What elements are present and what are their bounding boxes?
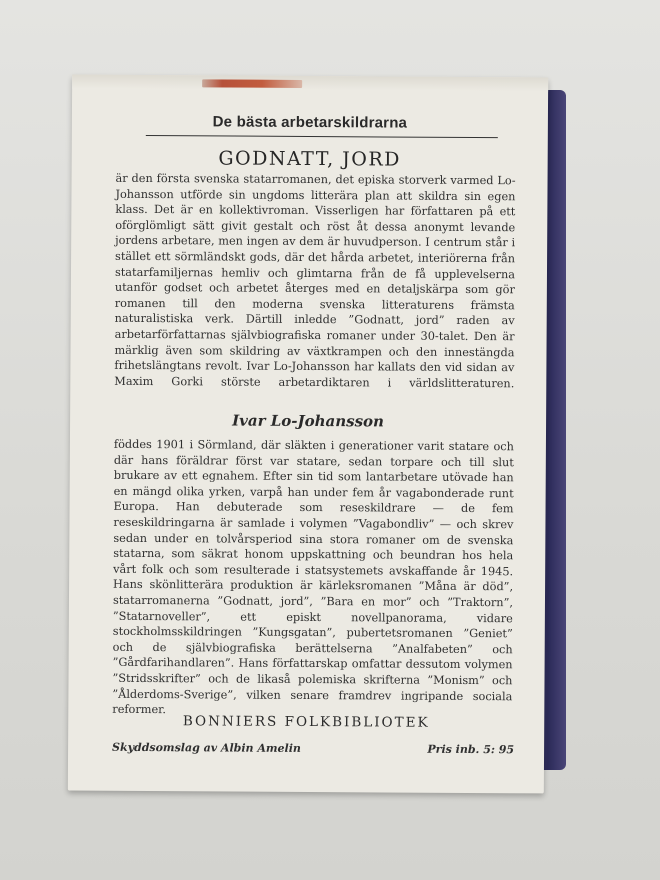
book-description: är den första svenska statarromanen, det episka storverk varmed Lo-Johansson utförde sin ungdoms litterära plan att skildra sin egen klass. Det är en kollektivroman. Visserligen har författaren på ett oförglömligt sätt givit gestalt och röst åt dessa anonymt levande jordens arbetare, men ingen av dem är huvudperson. I centrum står i stället ett sörmländskt gods, där det hårda arbetet, interiörerna från statarfamiljernas hemliv och glimtarna från de få upplevelserna utanför godset och arbetet återges med en detaljskärpa som gör romanen till den moderna svenska litteraturens främsta naturalistiska verk. Därtill inledde ”Godnatt, jord” raden av arbetarförfattarnas självbiografiska romaner under 30-talet. Den är märklig även som skildring av växtkrampen och den innestängda frihetslängtans revolt. Ivar Lo-Johansson har kallats den vid sidan av Maxim Gorki störste arbetardiktaren i världslitteraturen. bbox=[114, 171, 516, 390]
author-name: Ivar Lo-Johansson bbox=[232, 411, 385, 431]
heading-rule bbox=[146, 135, 498, 138]
price-label: Pris inb. 5: 95 bbox=[427, 742, 515, 757]
cover-top-edge bbox=[72, 75, 548, 92]
cover-credit: Skyddsomslag av Albin Amelin bbox=[112, 740, 301, 755]
red-tape-strip bbox=[202, 79, 302, 88]
author-biography: föddes 1901 i Sörmland, där släkten i generationer varit statare och där hans föräldrar först var statare, sedan torpare och till slut brukare av ett egnahem. Efter sin tid som lantarbetare utövade han en mängd olika yrken, varpå han under fem år vagabonderade runt Europa. Han debuterade som reseskildrare — de fem reseskildringarna är samlade i volymen ”Vagabondliv” — och skrev sedan under en tolvårsperiod sina stora romaner om de svenska statarna, som säkrat honom uppskattning och beundran hos hela vårt folk och som resulterade i statsystemets avskaffande år 1945. Hans skönlitterära produktion är kärleksromanen ”Måna är död”, statarromanerna ”Godnatt, jord”, ”Bara en mor” och ”Traktorn”, ”Statarnoveller”, ett episkt novellpanorama, vidare stockholmsskildringen ”Kungsgatan”, pubertetsromanen ”Geniet” och de självbiografiska berättelserna ”Analfabeten” och ”Gårdfarihandlaren”. Hans författarskap omfattar dessutom volymen ”Stridsskrifter” och de likaså polemiska skrifterna ”Monism” och ”Ålderdoms-Sverige”, vilken senare framdrev ingripande sociala reformer. bbox=[112, 437, 514, 717]
publisher-name: BONNIERS FOLKBIBLIOTEK bbox=[182, 713, 430, 731]
book-title: GODNATT, JORD bbox=[218, 147, 401, 171]
series-heading: De bästa arbetarskildrarna bbox=[212, 113, 408, 132]
book-back-cover bbox=[68, 75, 548, 794]
